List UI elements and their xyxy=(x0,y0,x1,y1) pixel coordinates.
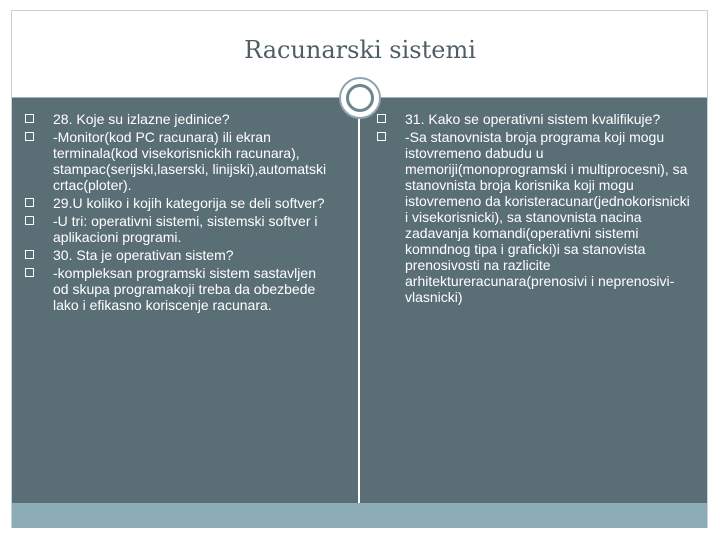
bullet-icon xyxy=(25,114,34,123)
list-item xyxy=(33,265,333,313)
bullet-icon xyxy=(25,132,34,141)
footer-bar xyxy=(12,503,707,528)
bullet-icon xyxy=(25,250,34,259)
list-item xyxy=(33,195,333,211)
list-item xyxy=(385,129,690,305)
decorative-circle-inner xyxy=(346,84,374,112)
bullet-icon xyxy=(25,198,34,207)
list-item-text: -Monitor(kod PC racunara) ili ekran terminala(kod visekorisnickih racunara), stampac(serijski,laserski, linijski),automatski crtac(ploter). xyxy=(53,129,327,193)
bullet-icon xyxy=(25,268,34,277)
list-item xyxy=(33,213,333,245)
list-item xyxy=(33,111,333,127)
bullet-icon xyxy=(25,216,34,225)
list-item xyxy=(33,247,333,263)
decorative-circle-icon xyxy=(339,77,381,119)
list-item-text: 28. Koje su izlazne jedinice? xyxy=(53,111,230,127)
list-item-text: 31. Kako se operativni sistem kvalifikuje? xyxy=(405,111,661,127)
list-item-text: 29.U koliko i kojih kategorija se deli softver? xyxy=(53,195,325,211)
list-item-text: 30. Sta je operativan sistem? xyxy=(53,247,234,263)
list-item xyxy=(385,111,690,127)
column-divider xyxy=(358,98,360,503)
bullet-icon xyxy=(377,132,386,141)
left-bullet-list xyxy=(33,111,333,315)
bullet-icon xyxy=(377,114,386,123)
right-bullet-list xyxy=(385,111,690,307)
list-item-text: -Sa stanovnista broja programa koji mogu istovremeno dabudu u memoriji(monoprogramski i multiprocesni), sa stanovnista broja korisnika koji mogu istovremeno da koristeracunar(jednokorisnicki i visekorisnicki), sa stanovnista nacina zadavanja komandi(operativni sistemi komndnog tipa i graficki)i sa stanovista prenosivosti na razlicite arhitektureracunara(prenosivi i neprenosivi-vlasnicki) xyxy=(405,129,690,305)
list-item-text: -U tri: operativni sistemi, sistemski softver i aplikacioni programi. xyxy=(53,213,318,245)
slide-title: Racunarski sistemi xyxy=(244,36,476,64)
list-item-text: -kompleksan programski sistem sastavljen od skupa programakoji treba da obezbede lako i efikasno koriscenje racunara. xyxy=(53,265,316,313)
list-item xyxy=(33,129,333,193)
